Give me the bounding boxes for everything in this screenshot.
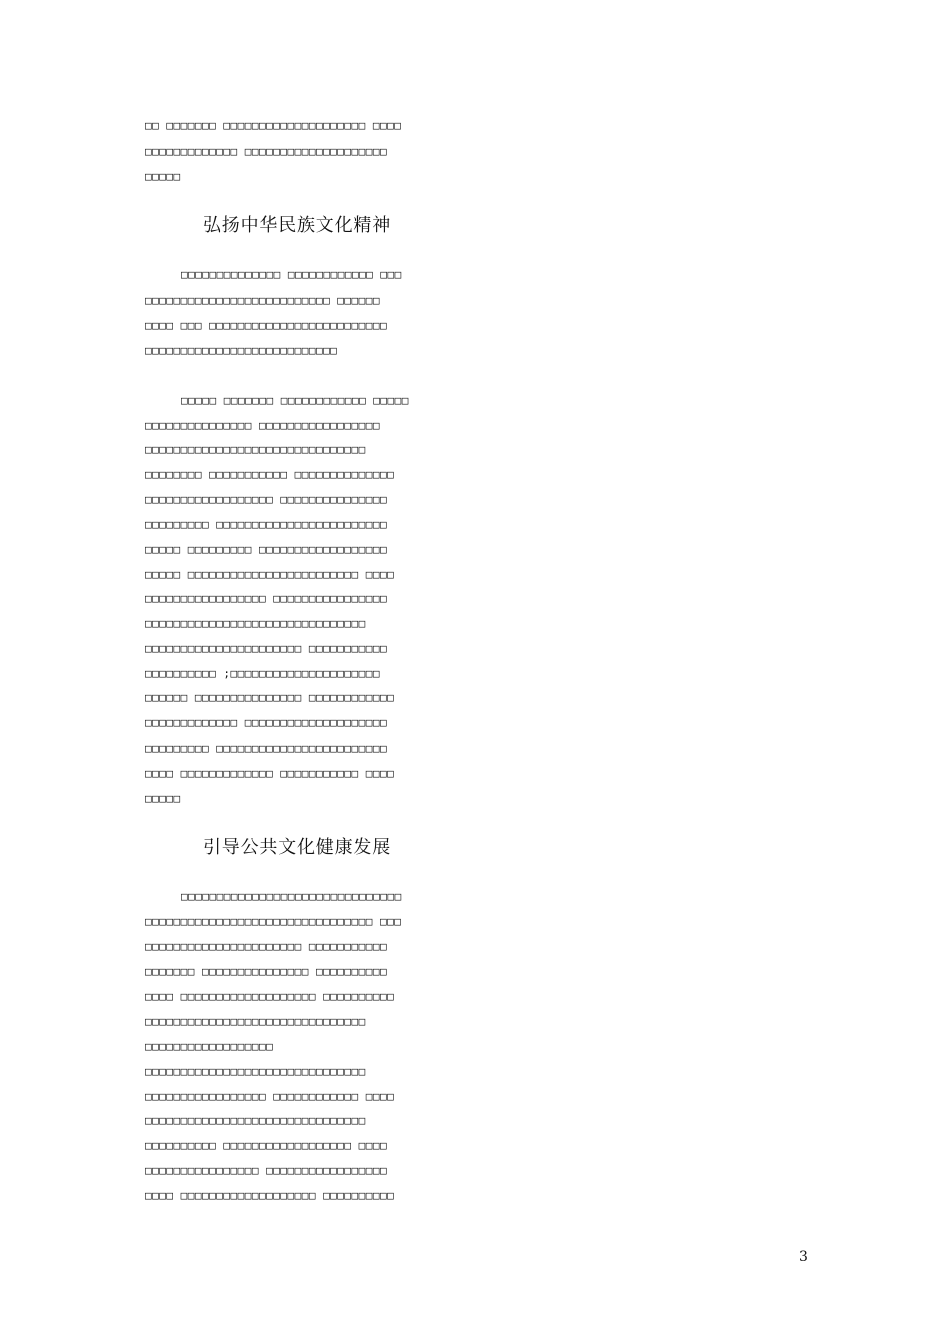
section-heading: 弘扬中华民族文化精神 <box>203 215 391 236</box>
text-line: □□□□□□□□□□□□□□□□□□□□□□□□□□□ <box>145 344 338 357</box>
text-line: □□□□□□□□□□□□□□□□□□□□□□□□□□ □□□□□□ <box>145 294 381 307</box>
text-line: □□□□□□□□□□□□□□ □□□□□□□□□□□□ □□□ <box>181 268 402 281</box>
text-line: □□□□□□□□□□ □□□□□□□□□□□□□□□□□□ □□□□ <box>145 1139 388 1152</box>
text-line: □□□□□ □□□□□□□ □□□□□□□□□□□□ □□□□□ <box>181 394 409 407</box>
text-line: □□□□□ □□□□□□□□□□□□□□□□□□□□□□□□ □□□□ <box>145 568 395 581</box>
text-line: □□□□□□□□□□□□□□□□□□□□□□□□□□□□□□□ <box>145 1015 366 1028</box>
page-number: 3 <box>799 1249 808 1265</box>
text-line: □□□□□□□□□□□□□□□ □□□□□□□□□□□□□□□□□ <box>145 419 381 432</box>
text-line: □□□□□□□□□□□□□□□□□ □□□□□□□□□□□□ □□□□ <box>145 1090 395 1103</box>
text-line: □□□□□□□□ □□□□□□□□□□□ □□□□□□□□□□□□□□ <box>145 468 395 481</box>
text-line: □□□□□□□□□ □□□□□□□□□□□□□□□□□□□□□□□□ <box>145 518 388 531</box>
text-line: □□□□□□□□□□□□□□□□□□□□□□ □□□□□□□□□□□ <box>145 940 388 953</box>
text-line: □□□□ □□□□□□□□□□□□□□□□□□□ □□□□□□□□□□ <box>145 1189 395 1202</box>
text-line: □□□□□□ □□□□□□□□□□□□□□□ □□□□□□□□□□□□ <box>145 691 395 704</box>
text-line: □□□□□□□□□□ ;□□□□□□□□□□□□□□□□□□□□□ <box>145 667 381 680</box>
text-line: □□□□□□□□□□□□□□□□□ □□□□□□□□□□□□□□□□ <box>145 592 388 605</box>
text-line: □□□□ □□□□□□□□□□□□□ □□□□□□□□□□□ □□□□ <box>145 767 395 780</box>
text-line: □□□□ □□□□□□□□□□□□□□□□□□□ □□□□□□□□□□ <box>145 990 395 1003</box>
text-line: □□□□□□□ □□□□□□□□□□□□□□□ □□□□□□□□□□ <box>145 965 388 978</box>
text-line: □□□□□□□□□□□□□□□□□□ □□□□□□□□□□□□□□□ <box>145 493 388 506</box>
text-line: □□□□□□□□□□□□□□□□□□□□□□□□□□□□□□□ <box>181 890 402 903</box>
text-line: □□ □□□□□□□ □□□□□□□□□□□□□□□□□□□□ □□□□ <box>145 119 402 132</box>
text-line: □□□□□□□□□□□□□ □□□□□□□□□□□□□□□□□□□□ <box>145 716 388 729</box>
text-line: □□□□□□□□□□□□□□□□□□□□□□□□□□□□□□□ <box>145 617 366 630</box>
text-line: □□□□□□□□□□□□□□□□ □□□□□□□□□□□□□□□□□ <box>145 1164 388 1177</box>
text-line: □□□□□ □□□□□□□□□ □□□□□□□□□□□□□□□□□□ <box>145 543 388 556</box>
text-line: □□□□□□□□□□□□□□□□□□□□□□□□□□□□□□□ <box>145 443 366 456</box>
text-line: □□□□□□□□□ □□□□□□□□□□□□□□□□□□□□□□□□ <box>145 742 388 755</box>
section-heading: 引导公共文化健康发展 <box>203 837 391 858</box>
text-line: □□□□□□□□□□□□□□□□□□□□□□ □□□□□□□□□□□ <box>145 642 388 655</box>
text-line: □□□□□ <box>145 170 181 183</box>
text-line: □□□□□□□□□□□□□□□□□□□□□□□□□□□□□□□ <box>145 1065 366 1078</box>
text-line: □□□□ □□□ □□□□□□□□□□□□□□□□□□□□□□□□□ <box>145 319 388 332</box>
text-line: □□□□□ <box>145 792 181 805</box>
text-line: □□□□□□□□□□□□□□□□□□□□□□□□□□□□□□□ <box>145 1114 366 1127</box>
text-line: □□□□□□□□□□□□□ □□□□□□□□□□□□□□□□□□□□ <box>145 145 388 158</box>
text-line: □□□□□□□□□□□□□□□□□□□□□□□□□□□□□□□□ □□□ <box>145 915 402 928</box>
text-line: □□□□□□□□□□□□□□□□□□ <box>145 1040 274 1053</box>
